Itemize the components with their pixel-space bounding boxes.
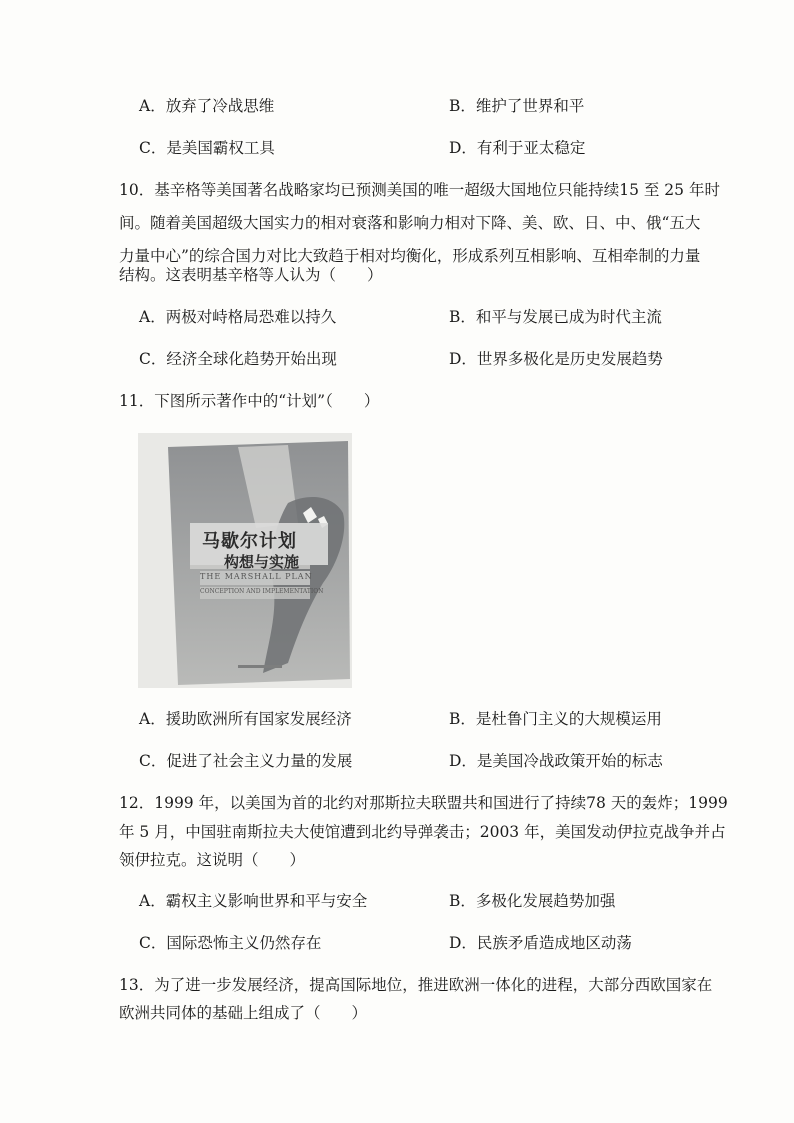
q10-option-a[interactable]: A．两极对峙格局恐难以持久 [139,308,337,326]
q12-option-a[interactable]: A．霸权主义影响世界和平与安全 [139,892,368,910]
q10-stem-line-1: 10．基辛格等美国著名战略家均已预测美国的唯一超级大国地位只能持续15 至 25 年时 [119,181,720,199]
book-cover-photo [138,433,352,688]
q10-option-d[interactable]: D．世界多极化是历史发展趋势 [449,350,663,368]
q13-stem-line-1: 13．为了进一步发展经济，提高国际地位，推进欧洲一体化的进程，大部分西欧国家在 [119,976,713,994]
q10-option-b[interactable]: B．和平与发展已成为时代主流 [449,308,662,326]
q11-option-d[interactable]: D．是美国冷战政策开始的标志 [449,752,663,770]
book-subtitle-cn: 构想与实施 [224,553,300,571]
book-title-cn: 马歇尔计划 [202,531,297,552]
q9-option-c[interactable]: C．是美国霸权工具 [139,139,275,157]
q9-option-d[interactable]: D．有利于亚太稳定 [449,139,586,157]
q10-stem-line-4: 结构。这表明基辛格等人认为（ ） [119,266,383,284]
q12-option-c[interactable]: C．国际恐怖主义仍然存在 [139,934,322,952]
book-subtitle-en: CONCEPTION AND IMPLEMENTATION [200,588,324,595]
q13-stem-line-2: 欧洲共同体的基础上组成了（ ） [119,1004,368,1022]
q9-option-a[interactable]: A．放弃了冷战思维 [139,97,275,115]
book-title-en: THE MARSHALL PLAN [200,572,313,581]
q10-option-c[interactable]: C．经济全球化趋势开始出现 [139,350,337,368]
q12-stem-line-1: 12．1999 年，以美国为首的北约对那斯拉夫联盟共和国进行了持续78 天的轰炸；1999 [119,794,728,812]
q12-option-b[interactable]: B．多极化发展趋势加强 [449,892,616,910]
q11-option-c[interactable]: C．促进了社会主义力量的发展 [139,752,353,770]
q12-stem-line-2: 年 5 月，中国驻南斯拉夫大使馆遭到北约导弹袭击；2003 年，美国发动伊拉克战争并占 [119,823,726,841]
q10-stem-line-3: 力量中心”的综合国力对比大致趋于相对均衡化，形成系列互相影响、互相牵制的力量 [119,247,701,265]
q11-option-b[interactable]: B．是杜鲁门主义的大规模运用 [449,710,662,728]
q12-option-d[interactable]: D．民族矛盾造成地区动荡 [449,934,632,952]
q11-option-a[interactable]: A．援助欧洲所有国家发展经济 [139,710,352,728]
q11-stem: 11．下图所示著作中的“计划”（ ） [119,392,380,410]
q12-stem-line-3: 领伊拉克。这说明（ ） [119,851,306,869]
q9-option-b[interactable]: B．维护了世界和平 [449,97,585,115]
q10-stem-line-2: 间。随着美国超级大国实力的相对衰落和影响力相对下降、美、欧、日、中、俄“五大 [119,214,701,232]
